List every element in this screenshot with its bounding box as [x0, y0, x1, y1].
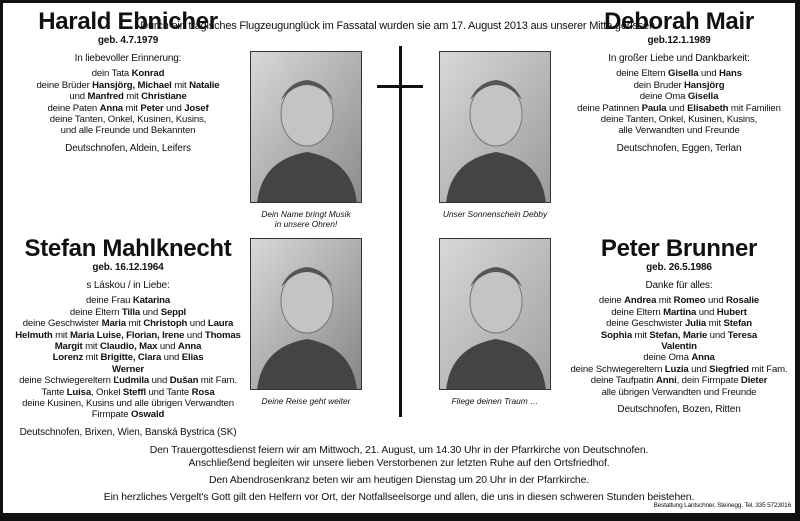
mourner-name: Romeo	[673, 295, 706, 307]
service-line-2: Anschließend begleiten wir unsere lieben Verstorbenen zur letzten Ruhe auf den Ortsfriedhof.	[188, 458, 610, 469]
cross-icon-arm	[377, 85, 423, 88]
portrait-silhouette-icon	[251, 239, 362, 390]
mourners-line: und alle Freunde und Bekannten	[60, 125, 196, 137]
mourners-line: deine Paten Anna mit Peter und Josef	[47, 102, 209, 114]
hometowns: Deutschnofen, Aldein, Leifers	[65, 142, 191, 154]
mourners-line: deine Eltern Tilla und Seppl	[69, 306, 187, 318]
mourner-name: Laura	[207, 318, 234, 330]
photo-deborah-mair	[439, 51, 551, 203]
mourners-line: Firmpate Oswald	[91, 409, 165, 421]
mourner-name: Hansjörg	[684, 79, 725, 91]
mourner-name: Josef	[184, 102, 209, 114]
mourner-name: Anni	[655, 375, 677, 387]
mourner-name: Dieter	[740, 375, 768, 387]
mourner-name: Stefan, Marie	[649, 329, 708, 341]
mourner-name: Valentin	[661, 341, 697, 353]
mourner-name: Peter	[140, 102, 164, 114]
mourner-name: Brigitte, Clara	[100, 352, 162, 364]
mourner-name: Rosa	[191, 386, 215, 398]
mourner-name: Rosalie	[726, 295, 760, 307]
mourners-line: deine Geschwister Julia mit Stefan	[606, 318, 752, 330]
mourners-line: deine Frau Katarina	[85, 295, 171, 307]
mourner-name: Christoph	[143, 318, 188, 330]
person-name: Deborah Mair	[604, 8, 754, 35]
mourners-line: Tante Luisa, Onkel Steffl und Tante Rosa	[41, 386, 215, 398]
mourners-intro: Danke für alles:	[645, 280, 713, 291]
mourners-line: deine Brüder Hansjörg, Michael mit Natalie	[36, 79, 220, 91]
mourners-line: deine Andrea mit Romeo und Rosalie	[598, 295, 760, 307]
mourners-line: alle Verwandten und Freunde	[618, 125, 740, 137]
mourners-line: deine Eltern Gisella und Hans	[616, 68, 742, 80]
mourner-name: Natalie	[189, 79, 220, 91]
mourners-intro: In liebevoller Erinnerung:	[74, 53, 182, 64]
mourner-name: Paula	[641, 102, 667, 114]
service-line-1: Den Trauergottesdienst feiern wir am Mittwoch, 21. August, um 14.30 Uhr in der Pfarrkirche von Deutschnofen.	[149, 445, 649, 456]
mourner-name: Maria	[101, 318, 126, 330]
person-deborah-mair	[558, 9, 800, 154]
mourners-line: dein Bruder Hansjörg	[633, 79, 725, 91]
mourner-name: Luzia	[664, 363, 689, 375]
mourners-intro: In großer Liebe und Dankbarkeit:	[608, 53, 750, 64]
mourners-intro: s Láskou / in Liebe:	[86, 280, 170, 291]
mourners-line	[3, 364, 253, 375]
mourner-name: Dušan	[169, 375, 199, 387]
mourner-name: Siegfried	[709, 363, 749, 375]
mourners-line: Lorenz mit Brigitte, Clara und Elias	[52, 352, 204, 364]
mourner-name: Hansjörg, Michael	[92, 79, 172, 91]
mourner-name: Anna	[691, 352, 715, 364]
photo-stefan-mahlknecht	[250, 238, 362, 390]
mourner-name: Oswald	[130, 409, 165, 421]
mourners-line	[558, 341, 800, 352]
hometowns: Deutschnofen, Eggen, Terlan	[616, 142, 742, 154]
mourner-name: Seppl	[160, 306, 187, 318]
mourner-name: Elisabeth	[687, 102, 729, 114]
mourner-name: Manfred	[87, 91, 124, 103]
photo-peter-brunner	[439, 238, 551, 390]
mourner-name: Anna	[99, 102, 123, 114]
portrait-silhouette-icon	[251, 52, 362, 203]
mourner-name: Teresa	[727, 329, 758, 341]
mourner-name: Elias	[181, 352, 204, 364]
mourners-line: dein Tata Konrad	[91, 68, 165, 80]
mourner-name: Katarina	[132, 295, 171, 307]
mourner-name: Luisa	[66, 386, 92, 398]
mourner-name: Julia	[684, 318, 707, 330]
mourner-name: Gisella	[687, 91, 719, 103]
mourners-line: Sophia mit Stefan, Marie und Teresa	[600, 329, 758, 341]
funeral-home-credit: Bestattung Lantschner, Steinegg, Tel. 335 5723016	[653, 502, 791, 509]
mourners-line: deine Geschwister Maria mit Christoph und Laura	[22, 318, 234, 330]
mourners-line: deine Schwiegereltern Luzia und Siegfried mit Fam.	[570, 363, 788, 375]
mourner-name: Tilla	[121, 306, 141, 318]
cross-icon	[399, 46, 402, 417]
thanks-line: Ein herzliches Vergelt's Gott gilt den Helfern vor Ort, der Notfallseelsorge und allen, die uns in diesen schweren Stunden beistehen.	[103, 492, 695, 503]
photo-caption: Deine Reise geht weiter	[261, 396, 351, 406]
mourner-name: Konrad	[131, 68, 165, 80]
birth-date: geb. 16.12.1964	[92, 262, 164, 273]
person-harald-ebnicher	[3, 9, 253, 154]
person-peter-brunner	[558, 236, 800, 415]
photo-caption: Unser Sonnenschein Debby	[442, 209, 548, 219]
mourner-name: Werner	[112, 363, 144, 375]
mourner-name: Helmuth	[15, 329, 53, 341]
obituary-notice	[3, 3, 795, 513]
person-name: Stefan Mahlknecht	[24, 235, 232, 262]
mourner-name: Hubert	[716, 306, 747, 318]
mourners-line: Margit mit Claudio, Max und Anna	[54, 341, 202, 353]
mourners-line: Helmuth mit Maria Luise, Florian, Irene und Thomas	[15, 329, 241, 341]
headline: Durch ein tragisches Flugzeugunglück im Fassatal wurden sie am 17. August 2013 aus unserer Mitte gerissen.	[140, 20, 658, 32]
mourners-line: alle übrigen Verwandten und Freunde	[601, 386, 757, 398]
portrait-silhouette-icon	[440, 239, 551, 390]
mourner-name: Christiane	[141, 91, 187, 103]
mourner-name: Margit	[54, 341, 83, 353]
mourners-line: deine Tanten, Onkel, Kusinen, Kusins,	[49, 114, 207, 126]
mourner-name: Lorenz	[52, 352, 84, 364]
photo-harald-ebnicher	[250, 51, 362, 203]
birth-date: geb. 4.7.1979	[97, 35, 159, 46]
mourners-line: deine Oma Anna	[643, 352, 715, 364]
mourner-name: Ľudmila	[113, 375, 150, 387]
person-stefan-mahlknecht	[3, 236, 253, 438]
mourner-name: Martina	[663, 306, 697, 318]
person-name: Harald Ebnicher	[38, 8, 218, 35]
mourner-name: Steffl	[122, 386, 146, 398]
person-name: Peter Brunner	[600, 235, 758, 262]
mourner-name: Anna	[177, 341, 202, 353]
mourners-line: deine Oma Gisella	[639, 91, 719, 103]
portrait-silhouette-icon	[440, 52, 551, 203]
mourner-name: Thomas	[204, 329, 241, 341]
mourners-line: deine Schwiegereltern Ľudmila und Dušan mit Fam.	[19, 375, 237, 387]
hometowns: Deutschnofen, Brixen, Wien, Banská Bystrica (SK)	[19, 426, 237, 438]
mourner-name: Gisella	[668, 68, 699, 80]
mourners-line: deine Patinnen Paula und Elisabeth mit Familien	[577, 102, 781, 114]
birth-date: geb.12.1.1989	[647, 35, 711, 46]
mourners-line: deine Kusinen, Kusins und alle übrigen Verwandten	[22, 398, 234, 410]
mourners-line: deine Eltern Martina und Hubert	[611, 306, 747, 318]
mourners-line: deine Tanten, Onkel, Kusinen, Kusins,	[600, 114, 758, 126]
photo-caption: Fliege deinen Traum …	[451, 396, 539, 406]
mourner-name: Stefan	[723, 318, 752, 330]
mourner-name: Claudio, Max	[99, 341, 158, 353]
mourner-name: Maria Luise, Florian, Irene	[69, 329, 185, 341]
mourner-name: Sophia	[600, 329, 633, 341]
mourners-line: deine Taufpatin Anni, dein Firmpate Dieter	[590, 375, 768, 387]
hometowns: Deutschnofen, Bozen, Ritten	[617, 404, 741, 416]
rosary-line: Den Abendrosenkranz beten wir am heutigen Dienstag um 20 Uhr in der Pfarrkirche.	[208, 475, 590, 486]
mourner-name: Andrea	[624, 295, 657, 307]
birth-date: geb. 26.5.1986	[646, 262, 712, 273]
mourner-name: Hans	[719, 68, 742, 80]
mourners-line: und Manfred mit Christiane	[69, 91, 187, 103]
photo-caption: Dein Name bringt Musik in unsere Ohren!	[261, 209, 351, 229]
